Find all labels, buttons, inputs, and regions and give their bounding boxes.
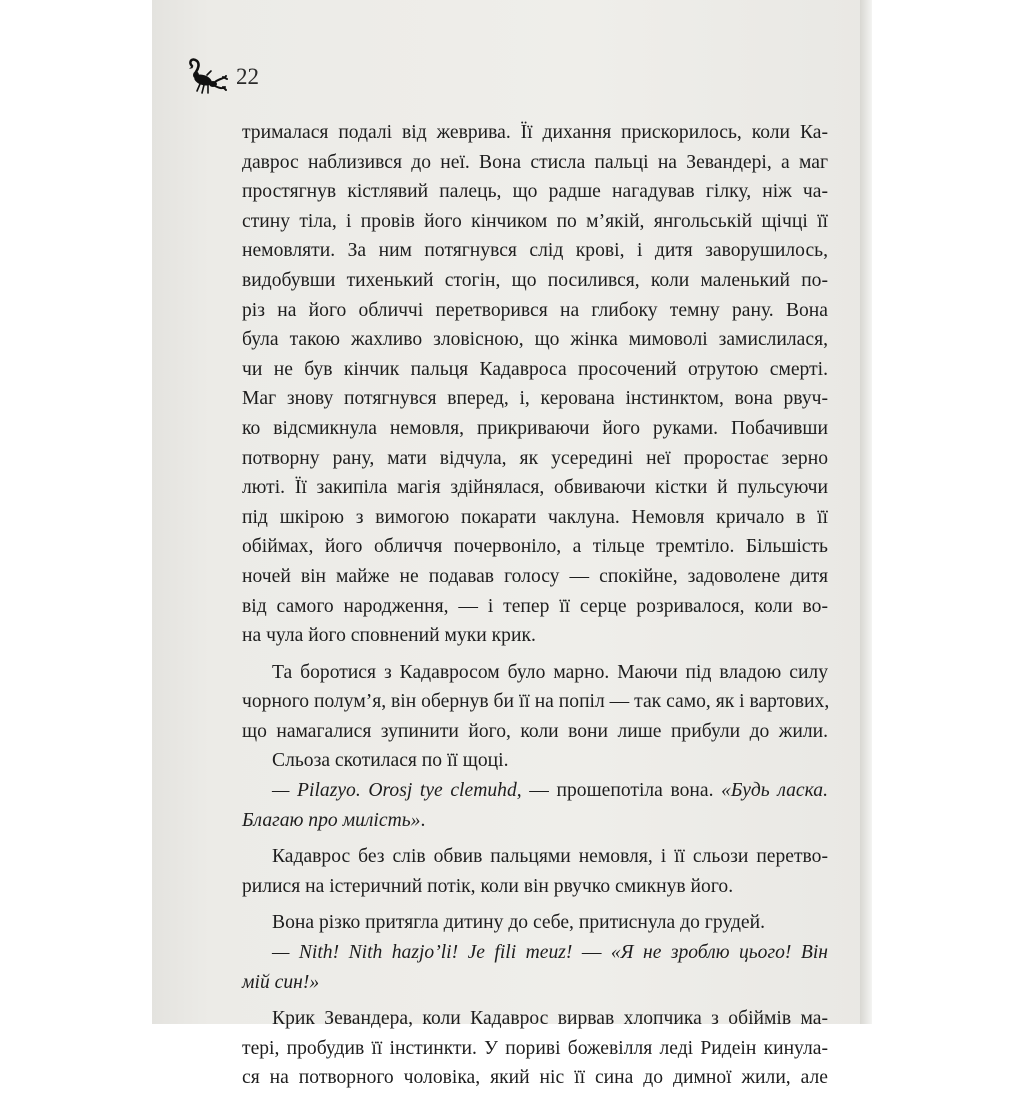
text-line: Сльоза скотилася по її щоці. [272, 750, 509, 772]
text-line: немовляти. За ним потягнувся слід крові, і дитя заворушилось, [242, 240, 828, 262]
text-line: чи не був кінчик пальця Кадавроса просочений отрутою смерті. [242, 358, 828, 380]
text-line [242, 776, 828, 806]
text-line: потворну рану, мати відчула, як усередині неї проростає зерно [242, 447, 828, 469]
text-line: тері, пробудив її інстинкти. У пориві божевілля леді Ридеін кинула- [242, 1037, 828, 1059]
text-line: обіймах, його обличчя почервоніло, а тільце тремтіло. Більшість [242, 536, 828, 558]
text-line: видобувши тихенький стогін, що посилився, коли маленький по- [242, 269, 828, 291]
punctuation: . [420, 809, 426, 831]
paragraph [242, 1004, 828, 1093]
text-line [242, 968, 828, 998]
text-line: рилися на істеричний потік, коли він рвучко смикнув його. [242, 875, 734, 897]
text-line: ко відсмикнула немовля, прикриваючи його руками. Побачивши [242, 417, 828, 439]
paragraph-dialogue [242, 938, 828, 997]
text-line: стину тіла, і провів його кінчиком по м’якій, янгольській щічці її [242, 210, 828, 232]
text-line: Крик Зевандера, коли Кадаврос вирвав хлопчика з обіймів ма- [272, 1008, 828, 1030]
paragraph [242, 842, 828, 901]
foreign-speech: — Nith! Nith hazjo’li! Je fili meuz! [272, 942, 573, 964]
text-line: Маг знову потягнувся вперед, і, керована інстинктом, вона рвуч- [242, 388, 828, 410]
paragraph [242, 118, 828, 651]
translation-speech: мій син!» [242, 971, 320, 993]
paragraph [242, 746, 828, 776]
text-line: ночей він майже не подавав голосу — спокійне, задоволене дитя [242, 565, 828, 587]
translation-speech: «Будь ласка. [721, 780, 828, 802]
scorpion-icon [186, 58, 230, 98]
text-line: що намагалися зупинити його, коли вони лише прибули до жили. [242, 720, 828, 742]
text-line: різ на його обличчі перетворився на глибоку темну рану. Вона [242, 299, 828, 321]
text-line [242, 938, 828, 968]
page-header [186, 56, 259, 100]
book-page [152, 0, 870, 1089]
text-line: Вона різко притягла дитину до себе, притиснула до грудей. [272, 912, 765, 934]
text-line [242, 806, 828, 836]
text-line: Кадаврос без слів обвив пальцями немовля, і її сльози перетво- [272, 846, 828, 868]
paragraph [242, 658, 828, 747]
text-line: люті. Її закипіла магія здійнялася, обвиваючи кістки й пульсуючи [242, 477, 828, 499]
text-line: ся на потворного чоловіка, який ніс її сина до димної жили, але [242, 1067, 828, 1089]
text-line: Та боротися з Кадавросом було марно. Маючи під владою силу [272, 661, 828, 683]
text-line: під шкірою з вимогою покарати чаклуна. Немовля кричало в її [242, 506, 828, 528]
text-line: була такою жахливо зловісною, що жінка мимоволі замислилася, [242, 329, 828, 351]
translation-speech: «Я не зроблю цього! Він [610, 942, 829, 964]
narration: — [572, 942, 611, 964]
text-line: чорного полум’я, він обернув би її на попіл — так само, як і вартових, [242, 691, 830, 713]
text-line: простягнув кістлявий палець, що радше нагадував гілку, ніж ча- [242, 181, 828, 203]
page-number: 22 [236, 64, 259, 89]
paragraph [242, 908, 828, 938]
paragraph-dialogue [242, 776, 828, 835]
text-line: на чула його сповнений муки крик. [242, 625, 536, 647]
page-edge [860, 0, 872, 1024]
text-line: від самого народження, — і тепер її серце розривалося, коли во- [242, 595, 828, 617]
translation-speech: Благаю про милість» [242, 809, 421, 831]
body-text [242, 118, 828, 1093]
text-line: трималася подалі від жеврива. Її дихання прискорилось, коли Ка- [242, 122, 828, 143]
text-line: даврос наблизився до неї. Вона стисла пальці на Зевандері, а маг [242, 151, 828, 173]
foreign-speech: — Pilazyo. Orosj tye clemuhd, [272, 780, 522, 802]
narration: — прошепотіла вона. [521, 780, 722, 802]
